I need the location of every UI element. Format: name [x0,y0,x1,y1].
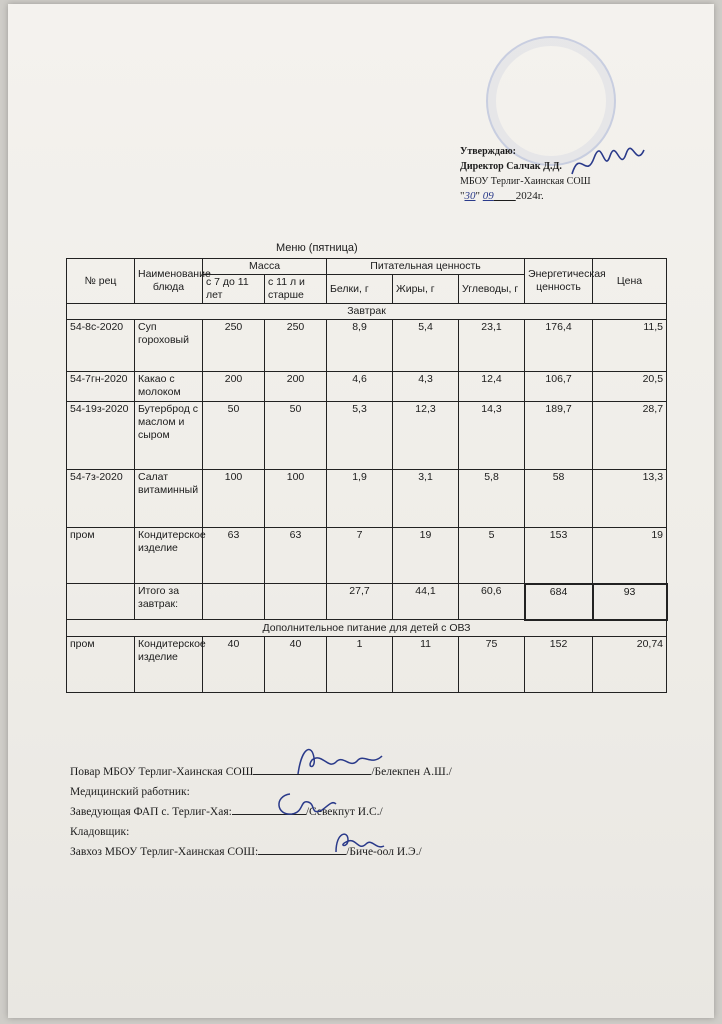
cell-mass-2: 100 [265,470,327,528]
cell-fats: 5,4 [393,320,459,372]
cell-proteins: 8,9 [327,320,393,372]
cell-mass-2: 200 [265,372,327,402]
cell-fats: 4,3 [393,372,459,402]
cell-carbs: 23,1 [459,320,525,372]
cell-proteins: 7 [327,528,393,584]
cell-fats: 19 [393,528,459,584]
cell-empty [265,584,327,620]
cell-price: 11,5 [593,320,667,372]
section-breakfast-row [67,304,667,320]
cell-recipe: 54-19з-2020 [67,402,135,470]
cell-mass-2: 250 [265,320,327,372]
approval-year: 2024г. [515,190,544,202]
cell-energy: 153 [525,528,593,584]
header-row-top [67,259,667,275]
cell-carbs: 5 [459,528,525,584]
cell-recipe: пром [67,528,135,584]
cell-mass-2: 50 [265,402,327,470]
cell-mass-1: 100 [203,470,265,528]
cell-proteins: 1 [327,636,393,692]
cell-name: Салат витаминный [135,470,203,528]
header-recipe: № рец [67,259,135,304]
cell-empty [67,584,135,620]
table-row [67,320,667,372]
cell-recipe: 54-7з-2020 [67,470,135,528]
header-proteins: Белки, г [327,275,393,304]
table-row [67,636,667,692]
cell-recipe: 54-7гн-2020 [67,372,135,402]
cook-signature-icon [292,740,388,780]
cell-fats: 11 [393,636,459,692]
header-mass: Масса [203,259,327,275]
header-mass-7-11: с 7 до 11 лет [203,275,265,304]
cell-mass-2: 40 [265,636,327,692]
cell-mass-1: 250 [203,320,265,372]
cell-carbs: 5,8 [459,470,525,528]
table-row [67,470,667,528]
cell-price: 20,74 [593,636,667,692]
header-fats: Жиры, г [393,275,459,304]
fap-name: /Севекпут И.С./ [305,806,383,818]
header-price: Цена [593,259,667,304]
approval-month: 09 [482,190,494,202]
cell-name: Бутерброд с маслом и сыром [135,402,203,470]
cell-energy: 106,7 [525,372,593,402]
supply-name: /Биче-оол И.Э./ [346,846,422,858]
menu-title: Меню (пятница) [276,242,358,254]
supply-label: Завхоз МБОУ Терлиг-Хаинская СОШ: [70,846,259,858]
approval-heading: Утверждаю: [460,146,516,157]
fap-label: Заведующая ФАП с. Терлиг-Хая: [70,806,232,818]
cook-label: Повар МБОУ Терлиг-Хаинская СОШ [70,766,254,778]
total-price: 93 [593,584,667,620]
cell-price: 28,7 [593,402,667,470]
document-sheet [8,4,714,1018]
cell-name: Кондитерское изделие [135,636,203,692]
header-name: Наименование блюда [135,259,203,304]
cell-energy: 176,4 [525,320,593,372]
cell-carbs: 14,3 [459,402,525,470]
total-fats: 44,1 [393,584,459,620]
header-mass-11: с 11 л и старше [265,275,327,304]
cell-recipe: 54-8с-2020 [67,320,135,372]
header-carbs: Углеводы, г [459,275,525,304]
table-row [67,402,667,470]
approval-director: Директор Салчак Д.Д. [460,161,562,172]
cell-mass-1: 40 [203,636,265,692]
cell-fats: 3,1 [393,470,459,528]
total-carbs: 60,6 [459,584,525,620]
cell-proteins: 1,9 [327,470,393,528]
cell-mass-1: 50 [203,402,265,470]
cell-price: 13,3 [593,470,667,528]
table-row [67,372,667,402]
total-row [67,584,667,620]
cell-proteins: 5,3 [327,402,393,470]
total-energy: 684 [525,584,593,620]
table-row [67,528,667,584]
cell-fats: 12,3 [393,402,459,470]
section-breakfast: Завтрак [67,304,667,320]
cell-price: 19 [593,528,667,584]
cell-price: 20,5 [593,372,667,402]
director-signature-icon [568,144,648,184]
approval-school: МБОУ Терлиг-Хаинская СОШ [460,176,591,187]
header-nutrition: Питательная ценность [327,259,525,275]
cell-mass-1: 63 [203,528,265,584]
cell-recipe: пром [67,636,135,692]
approval-date: "30" 09 2024г. [460,190,544,202]
header-energy: Энергетическая ценность [525,259,593,304]
cell-carbs: 12,4 [459,372,525,402]
cell-mass-2: 63 [265,528,327,584]
section-extra-row [67,620,667,637]
cell-mass-1: 200 [203,372,265,402]
medic-label: Медицинский работник: [70,786,190,798]
cook-name: /Белекпен А.Ш./ [371,766,452,778]
supply-signature-icon [328,824,388,860]
cell-name: Кондитерское изделие [135,528,203,584]
total-proteins: 27,7 [327,584,393,620]
cell-energy: 189,7 [525,402,593,470]
cell-name: Какао с молоком [135,372,203,402]
cell-carbs: 75 [459,636,525,692]
cell-energy: 58 [525,470,593,528]
cell-proteins: 4,6 [327,372,393,402]
cell-name: Суп гороховый [135,320,203,372]
cell-empty [203,584,265,620]
approval-day: 30 [464,190,476,202]
section-extra: Дополнительное питание для детей с ОВЗ [67,620,667,637]
total-label: Итого за завтрак: [135,584,203,620]
storekeeper-label: Кладовщик: [70,826,130,838]
fap-signature-icon [270,786,340,822]
cell-energy: 152 [525,636,593,692]
menu-table [66,258,668,693]
